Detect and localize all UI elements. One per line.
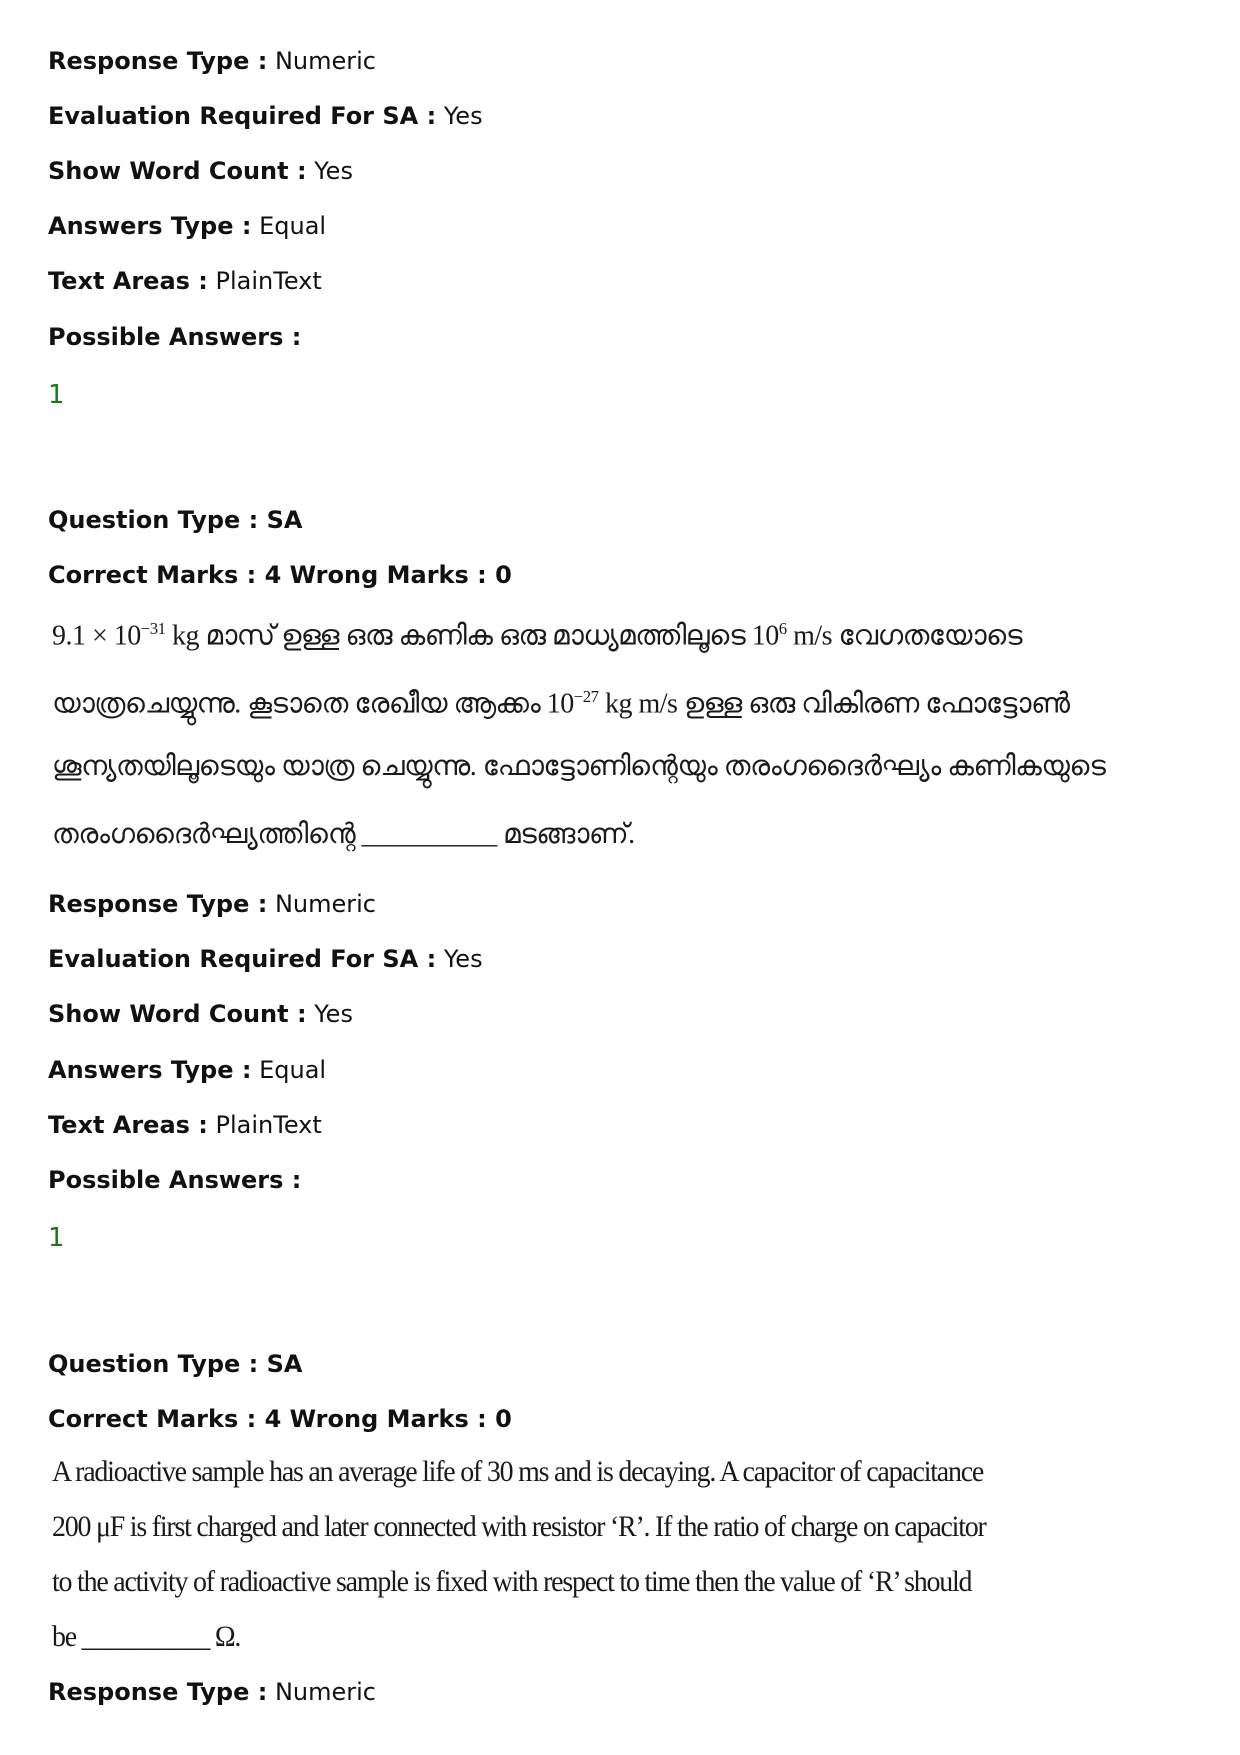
answers-type-row bbox=[48, 211, 326, 241]
response-type-value: Numeric bbox=[274, 1678, 376, 1706]
evaluation-value: Yes bbox=[443, 945, 483, 973]
text-areas-row bbox=[48, 1110, 322, 1140]
exponent: 6 bbox=[778, 619, 787, 638]
possible-answers-row bbox=[48, 322, 301, 352]
evaluation-label: Evaluation Required For SA : bbox=[48, 102, 437, 130]
possible-answer-value: 1 bbox=[48, 1223, 65, 1253]
text-areas-label: Text Areas : bbox=[48, 267, 208, 295]
question-line: A radioactive sample has an average life of 30 ms and is decaying. A capacitor of capacitance bbox=[52, 1455, 984, 1488]
possible-answers-label: Possible Answers : bbox=[48, 323, 302, 351]
marks-row bbox=[48, 560, 512, 590]
question-line-part: kg മാസ് ഉള്ള ഒരു കണിക ഒരു മാധ്യമത്തിലൂടെ 10 bbox=[165, 620, 779, 652]
evaluation-row bbox=[48, 101, 483, 131]
marks-text: Correct Marks : 4 Wrong Marks : 0 bbox=[48, 1405, 512, 1433]
response-type-row bbox=[48, 1677, 376, 1707]
question-line-part: kg m/s ഉള്ള ഒരു വികിരണ ഫോട്ടോൺ bbox=[598, 688, 1070, 720]
response-type-row bbox=[48, 46, 376, 76]
answers-type-label: Answers Type : bbox=[48, 212, 252, 240]
text-areas-value: PlainText bbox=[215, 267, 322, 295]
exponent: −27 bbox=[573, 687, 599, 706]
response-type-label: Response Type : bbox=[48, 890, 268, 918]
word-count-value: Yes bbox=[314, 1000, 353, 1028]
text-areas-value: PlainText bbox=[215, 1111, 322, 1139]
marks-text: Correct Marks : 4 Wrong Marks : 0 bbox=[48, 561, 512, 589]
question-type bbox=[48, 1349, 302, 1379]
possible-answers-label: Possible Answers : bbox=[48, 1166, 302, 1194]
response-type-row bbox=[48, 889, 376, 919]
possible-answer-value: 1 bbox=[48, 380, 65, 410]
question-line: to the activity of radioactive sample is fixed with respect to time then the value of ‘R’ should bbox=[52, 1565, 972, 1598]
word-count-value: Yes bbox=[314, 157, 353, 185]
question-line-part: 9.1 × 10 bbox=[52, 620, 141, 652]
word-count-label: Show Word Count : bbox=[48, 1000, 307, 1028]
evaluation-label: Evaluation Required For SA : bbox=[48, 945, 437, 973]
exponent: −31 bbox=[140, 619, 166, 638]
answers-type-value: Equal bbox=[259, 1056, 327, 1084]
question-line-part: യാത്രചെയ്യുന്നു. കൂടാതെ രേഖീയ ആക്കം 10 bbox=[52, 688, 574, 720]
response-type-label: Response Type : bbox=[48, 47, 268, 75]
question-paper-page bbox=[48, 0, 1198, 1755]
question-type-text: Question Type : SA bbox=[48, 1350, 303, 1378]
text-areas-row bbox=[48, 266, 322, 296]
possible-answers-row bbox=[48, 1165, 301, 1195]
response-type-value: Numeric bbox=[274, 47, 376, 75]
question-line: തരംഗദൈർഘ്യത്തിന്റെ __________ മടങ്ങാണ്. bbox=[52, 819, 635, 850]
question-line: 200 μF is first charged and later connected with resistor ‘R’. If the ratio of charge on capacitor bbox=[52, 1510, 986, 1543]
response-type-value: Numeric bbox=[274, 890, 376, 918]
evaluation-row bbox=[48, 944, 483, 974]
answers-type-value: Equal bbox=[259, 212, 327, 240]
evaluation-value: Yes bbox=[443, 102, 483, 130]
response-type-label: Response Type : bbox=[48, 1678, 268, 1706]
question-type-text: Question Type : SA bbox=[48, 506, 303, 534]
answers-type-row bbox=[48, 1055, 326, 1085]
word-count-row bbox=[48, 999, 353, 1029]
question-line-part: m/s വേഗതയോടെ bbox=[786, 620, 1023, 652]
question-line bbox=[52, 612, 1022, 653]
marks-row bbox=[48, 1404, 512, 1434]
question-line bbox=[52, 680, 1070, 721]
word-count-label: Show Word Count : bbox=[48, 157, 307, 185]
question-line: ശൂന്യതയിലൂടെയും യാത്ര ചെയ്യുന്നു. ഫോട്ടോണിന്റെയും തരംഗദൈർഘ്യം കണികയുടെ bbox=[52, 751, 1106, 782]
question-line: be __________ Ω. bbox=[52, 1620, 241, 1653]
text-areas-label: Text Areas : bbox=[48, 1111, 208, 1139]
question-type bbox=[48, 505, 302, 535]
word-count-row bbox=[48, 156, 353, 186]
answers-type-label: Answers Type : bbox=[48, 1056, 252, 1084]
